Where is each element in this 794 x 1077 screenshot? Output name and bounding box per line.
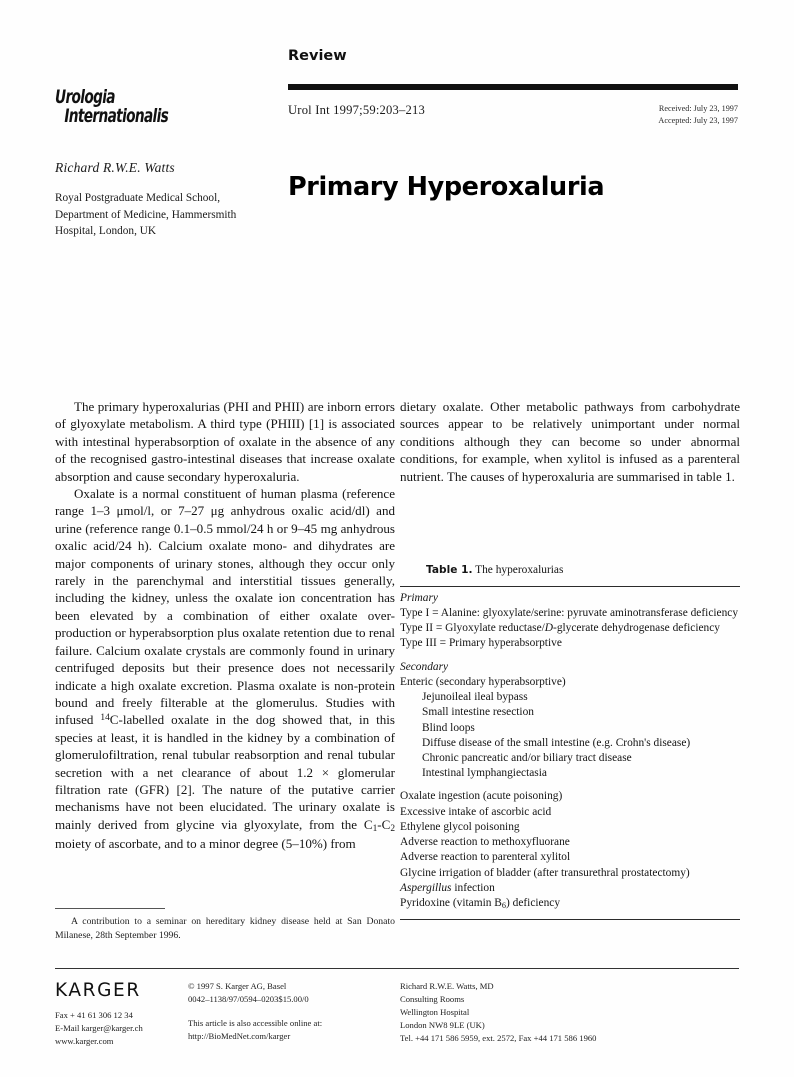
paragraph-2-part-b: C-labelled oxalate in the dog showed that, in this species at least, it is handled in the kidney by a combination of glomerulofiltration, renal tubular reabsorption and renal tubular secretion with a net clearance of about 1.2 × glomerular filtration rate (GFR) [2]. The nature of the putative carrier mechanisms have not been elucidated. The urinary oxalate is mainly derived from glycine via glyoxylate, from the C <box>55 712 396 832</box>
online-access-label: This article is also accessible online at: <box>188 1018 323 1028</box>
table-row: Pyridoxine (vitamin $B_6$) deficiency <box>400 896 561 910</box>
table-row: Adverse reaction to methoxyfluorane <box>400 836 570 849</box>
table-row: Ethylene glycol poisoning <box>400 820 520 833</box>
paragraph-1: The primary hyperoxalurias (PHI and PHII) are inborn errors of glyoxylate metabolism. A third type (PHIII) [1] is associated with intestinal hyperabsorption of oxalate in the absence of any of the recognised gastro-intestinal diseases that increase oxalate absorption and cause secondary hyperoxaluria. <box>55 399 395 484</box>
journal-logo-line1: Urologia <box>55 86 115 108</box>
publisher-website[interactable]: www.karger.com <box>55 1035 114 1046</box>
table-section-heading: Secondary <box>400 660 449 673</box>
table-row: Small intestine resection <box>422 706 534 719</box>
correspondence-line: Consulting Rooms <box>400 993 465 1004</box>
body-column-left <box>55 398 395 853</box>
author-name: Richard R.W.E. Watts <box>55 160 175 175</box>
table-section-gap <box>400 652 740 660</box>
table-row: Intestinal lymphangiectasia <box>422 767 547 780</box>
table-row: Glycine irrigation of bladder (after transurethral prostatectomy) <box>400 866 690 879</box>
italic-term: D <box>544 622 554 635</box>
table-section-heading: Primary <box>400 591 438 604</box>
footnote-text: A contribution to a seminar on hereditary kidney disease held at San Donato Milanese, 28th September 1996. <box>55 916 395 941</box>
journal-logo-line2: Internationalis <box>64 104 169 127</box>
table-row: Enteric (secondary hyperabsorptive) <box>400 675 566 688</box>
publisher-logo: KARGER <box>55 980 141 1001</box>
italic-term: Aspergillus <box>400 881 452 894</box>
copyright-line-1: © 1997 S. Karger AG, Basel <box>188 981 287 991</box>
copyright-line-2: 0042–1138/97/0594–0203$15.00/0 <box>188 993 309 1004</box>
table-row: Diffuse disease of the small intestine (e.g. Crohn's disease) <box>422 736 691 749</box>
online-access-block <box>188 1017 322 1043</box>
carbon-14-superscript: 14 <box>100 713 110 724</box>
table-row: Type II = Glyoxylate reductase/D-glycerate dehydrogenase deficiency <box>400 622 721 635</box>
c1-subscript: 1 <box>372 823 378 834</box>
publisher-fax: Fax + 41 61 306 12 34 <box>55 1010 133 1020</box>
table-1-body <box>400 587 740 912</box>
table-row: Chronic pancreatic and/or biliary tract disease <box>422 752 632 765</box>
c2-subscript: 2 <box>390 823 395 834</box>
correspondence-line: Tel. +44 171 586 5959, ext. 2572, Fax +44 171 586 1960 <box>400 1032 597 1043</box>
author-affiliation: Royal Postgraduate Medical School, Department of Medicine, Hammersmith Hospital, London, UK <box>55 192 237 238</box>
footer-separator <box>55 968 739 969</box>
vitamin-b-subscript: 6 <box>501 900 506 910</box>
table-row: Jejunoileal ileal bypass <box>422 691 528 704</box>
page-title: Primary Hyperoxaluria <box>288 172 605 203</box>
accepted-date: Accepted: July 23, 1997 <box>658 115 738 125</box>
table-1-bottom-rule <box>400 919 740 920</box>
body-column-right <box>400 398 740 485</box>
journal-citation: Urol Int 1997;59:203–213 <box>288 103 426 117</box>
table-row: Adverse reaction to parenteral xylitol <box>400 851 571 864</box>
correspondence-line: Richard R.W.E. Watts, MD <box>400 981 494 991</box>
table-1-label: Table 1. <box>426 564 473 576</box>
table-1-title: The hyperoxalurias <box>475 564 564 576</box>
table-row: Oxalate ingestion (acute poisoning) <box>400 790 563 803</box>
table-1 <box>400 563 740 920</box>
footnote-separator <box>55 908 165 909</box>
table-row: Aspergillus infection <box>400 881 495 894</box>
correspondence-line: Wellington Hospital <box>400 1006 470 1017</box>
received-date: Received: July 23, 1997 <box>658 104 738 113</box>
copyright-block <box>188 980 309 1006</box>
paragraph-2-part-c: -C <box>377 816 391 832</box>
table-section-gap <box>400 781 740 789</box>
table-1-caption <box>400 563 740 578</box>
online-access-url[interactable]: http://BioMedNet.com/karger <box>188 1030 291 1041</box>
table-row: Type I = Alanine: glyoxylate/serine: pyruvate aminotransferase deficiency <box>400 607 739 620</box>
journal-logo <box>55 88 199 125</box>
article-type-label: Review <box>288 48 347 64</box>
correspondence-line: London NW8 9LE (UK) <box>400 1019 485 1030</box>
table-row: Type III = Primary hyperabsorptive <box>400 637 562 650</box>
paragraph-2-part-d: moiety of ascorbate, and to a minor degree (5–10%) from <box>55 836 356 852</box>
paragraph-2 <box>55 485 395 853</box>
correspondence-block <box>400 980 596 1044</box>
publisher-email[interactable]: E-Mail karger@karger.ch <box>55 1022 143 1033</box>
table-row: Excessive intake of ascorbic acid <box>400 805 552 818</box>
paragraph-3: dietary oxalate. Other metabolic pathways from carbohydrate sources appear to be relatively unimportant under normal conditions although they can become so under abnormal conditions, for example, when xylitol is infused as a parenteral nutrient. The causes of hyperoxaluria are summarised in table 1. <box>400 399 740 484</box>
publisher-contact <box>55 1009 143 1048</box>
submission-dates <box>658 103 738 126</box>
masthead-rule <box>288 84 738 90</box>
table-row: Blind loops <box>422 721 475 734</box>
paragraph-2-part-a: Oxalate is a normal constituent of human plasma (reference range 1–3 μmol/l, or 7–27 μg anhydrous oxalic acid/dl) and urine (reference range 0.1–0.5 mmol/24 h or 9–45 mg anhydrous oxalic acid/24 h). Calcium oxalate mono- and dihydrates are major components of urinary stones, although they occur only rarely in the parenchymal and interstitial tissues generally, including the kidney, unless the oxalate ion concentration has been elevated by a combination of either oxalate over-production or hyperabsorption plus oxalate retention due to renal failure. Calcium oxalate crystals are commonly found in urinary centrifuged deposits but their presence does not necessarily indicate a high oxalate excretion. Plasma oxalate is non-protein bound and freely filterable at the glomerulus. Studies with infused <box>55 486 395 728</box>
